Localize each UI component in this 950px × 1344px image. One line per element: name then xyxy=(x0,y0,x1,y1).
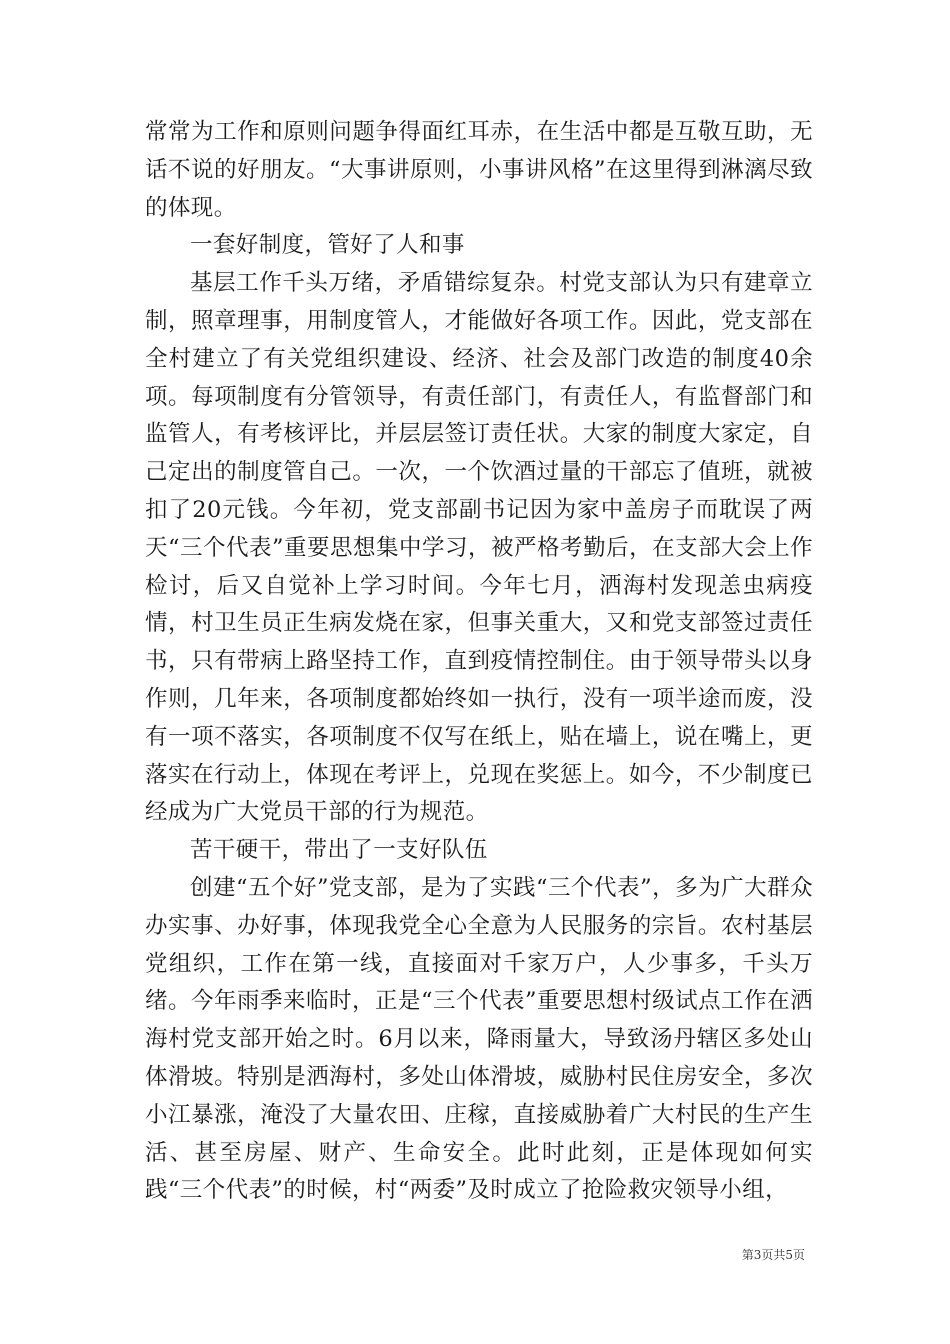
section-heading-system: 一套好制度，管好了人和事 xyxy=(190,232,465,259)
paragraph-team: 创建“五个好”党支部，是为了实践“三个代表”，多为广大群众办实事、办好事，体现我党全心全意为人民服务的宗旨。农村基层党组织，工作在第一线，直接面对千家万户，人少事多，千头万绪。今年雨季来临时，正是“三个代表”重要思想村级试点工作在洒海村党支部开始之时。6月以来，降雨量大，导致汤丹辖区多处山体滑坡。特别是洒海村，多处山体滑坡，威胁村民住房安全，多次小江暴涨，淹没了大量农田、庄稼，直接威胁着广大村民的生产生活、甚至房屋、财产、生命安全。此时此刻，正是体现如何实践“三个代表”的时候，村“两委”及时成立了抢险救灾领导小组， xyxy=(145,874,813,1204)
section-heading-team: 苦干硬干，带出了一支好队伍 xyxy=(190,837,488,864)
page-number-footer: 第3页共5页 xyxy=(741,1248,805,1262)
document-body xyxy=(145,114,813,1210)
paragraph-continuation: 常常为工作和原则问题争得面红耳赤，在生活中都是互敬互助，无话不说的好朋友。“大事讲原则，小事讲风格”在这里得到淋漓尽致的体现。 xyxy=(145,119,813,221)
paragraph-system: 基层工作千头万绪，矛盾错综复杂。村党支部认为只有建章立制，照章理事，用制度管人，才能做好各项工作。因此，党支部在全村建立了有关党组织建设、经济、社会及部门改造的制度40余项。每项制度有分管领导，有责任部门，有责任人，有监督部门和监管人，有考核评比，并层层签订责任状。大家的制度大家定，自己定出的制度管自己。一次，一个饮酒过量的干部忘了值班，就被扣了20元钱。今年初，党支部副书记因为家中盖房子而耽误了两天“三个代表”重要思想集中学习，被严格考勤后，在支部大会上作检讨，后又自觉补上学习时间。今年七月，洒海村发现恙虫病疫情，村卫生员正生病发烧在家，但事关重大，又和党支部签过责任书，只有带病上路坚持工作，直到疫情控制住。由于领导带头以身作则，几年来，各项制度都始终如一执行，没有一项半途而废，没有一项不落实，各项制度不仅写在纸上，贴在墙上，说在嘴上，更落实在行动上，体现在考评上，兑现在奖惩上。如今，不少制度已经成为广大党员干部的行为规范。 xyxy=(145,270,813,826)
